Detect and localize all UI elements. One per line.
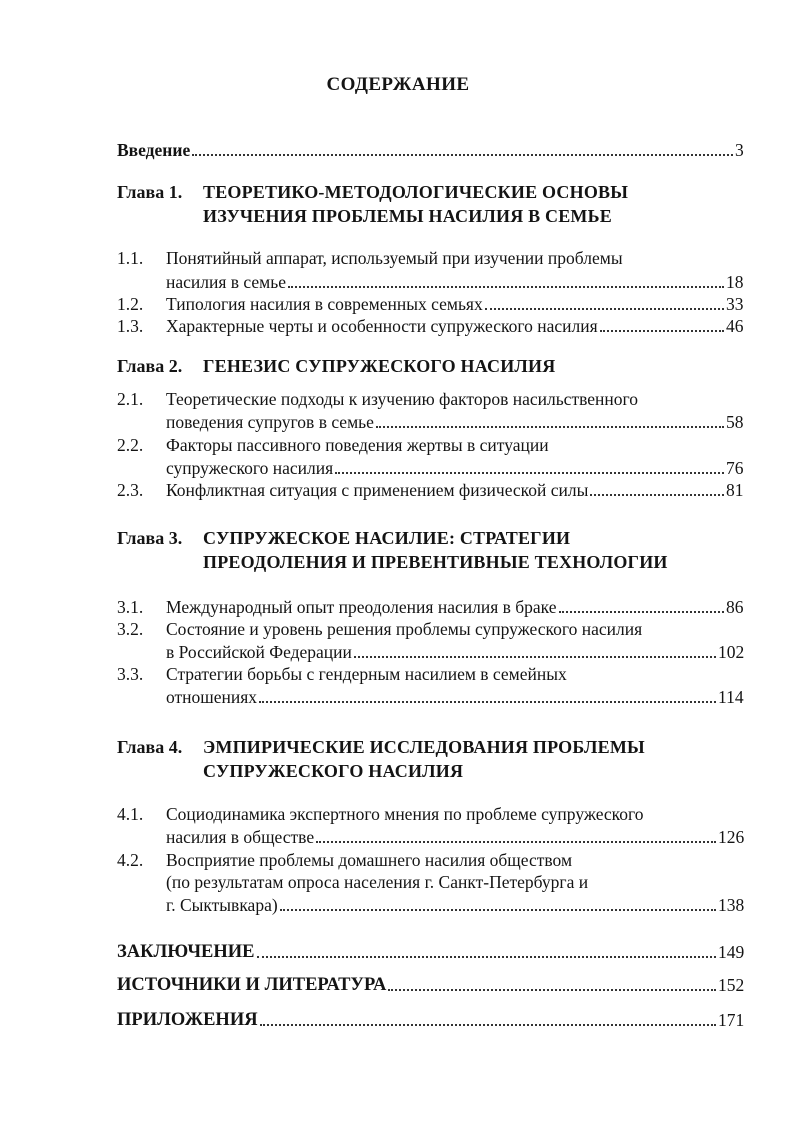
final-entry (0, 1008, 796, 1032)
section-page: 58 (726, 412, 744, 432)
section-number: 2.3. (117, 480, 144, 500)
final-entry (0, 973, 796, 997)
section-number: 1.1. (117, 248, 144, 268)
dot-leader (288, 284, 724, 288)
section-page: 86 (726, 597, 744, 617)
toc-entry (0, 478, 796, 502)
section-number: 4.2. (117, 850, 144, 870)
section-page: 126 (718, 827, 745, 847)
toc-entry (0, 617, 796, 641)
dot-leader (192, 152, 733, 156)
intro-entry (0, 138, 796, 162)
toc-entry (0, 685, 796, 709)
toc-entry (0, 870, 796, 894)
section-title: Восприятие проблемы домашнего насилия обществом (166, 850, 573, 870)
final-page: 152 (718, 975, 745, 995)
section-number: 2.1. (117, 389, 144, 409)
toc-entry (0, 893, 796, 917)
page-title: СОДЕРЖАНИЕ (326, 74, 470, 95)
chapter-heading (0, 354, 796, 378)
chapter-heading (0, 735, 796, 759)
chapter-title: ТЕОРЕТИКО-МЕТОДОЛОГИЧЕСКИЕ ОСНОВЫ (203, 182, 629, 202)
section-title: насилия в семье (166, 272, 286, 292)
section-title: Понятийный аппарат, используемый при изучении проблемы (166, 248, 623, 268)
section-title: Международный опыт преодоления насилия в браке (166, 597, 557, 617)
chapter-title: ЭМПИРИЧЕСКИЕ ИССЛЕДОВАНИЯ ПРОБЛЕМЫ (203, 737, 645, 757)
section-title: отношениях (166, 687, 258, 707)
toc-entry (0, 825, 796, 849)
chapter-title: ИЗУЧЕНИЯ ПРОБЛЕМЫ НАСИЛИЯ В СЕМЬЕ (203, 206, 612, 226)
section-page: 81 (726, 480, 744, 500)
chapter-label: Глава 4. (117, 737, 183, 757)
toc-entry (0, 246, 796, 270)
dot-leader (376, 424, 724, 428)
toc-entry (0, 595, 796, 619)
final-page: 171 (718, 1010, 745, 1030)
toc-entry (0, 662, 796, 686)
section-number: 3.3. (117, 664, 144, 684)
toc-entry (0, 292, 796, 316)
section-title: Факторы пассивного поведения жертвы в ситуации (166, 435, 549, 455)
section-title: Социодинамика экспертного мнения по проблеме супружеского (166, 804, 644, 824)
final-label: ЗАКЛЮЧЕНИЕ (117, 942, 255, 962)
section-title: в Российской Федерации (166, 642, 352, 662)
intro-label: Введение (117, 140, 191, 160)
section-title: Теоретические подходы к изучению факторов насильственного (166, 389, 638, 409)
intro-page: 3 (735, 140, 744, 160)
toc-entry (0, 314, 796, 338)
dot-leader (388, 987, 716, 991)
section-title: Типология насилия в современных семьях (166, 294, 483, 314)
section-page: 18 (726, 272, 744, 292)
section-title: (по результатам опроса населения г. Санкт-Петербурга и (166, 872, 589, 892)
chapter-title: СУПРУЖЕСКОЕ НАСИЛИЕ: СТРАТЕГИИ (203, 528, 571, 548)
chapter-heading-cont (0, 550, 796, 574)
section-page: 76 (726, 458, 744, 478)
section-number: 4.1. (117, 804, 144, 824)
final-label: ПРИЛОЖЕНИЯ (117, 1010, 258, 1030)
chapter-label: Глава 1. (117, 182, 183, 202)
chapter-heading-cont (0, 759, 796, 783)
dot-leader (559, 609, 724, 613)
section-page: 33 (726, 294, 744, 314)
dot-leader (590, 492, 724, 496)
chapter-title: ПРЕОДОЛЕНИЯ И ПРЕВЕНТИВНЫЕ ТЕХНОЛОГИИ (203, 552, 668, 572)
chapter-title: ГЕНЕЗИС СУПРУЖЕСКОГО НАСИЛИЯ (203, 356, 556, 376)
toc-entry (0, 387, 796, 411)
final-label: ИСТОЧНИКИ И ЛИТЕРАТУРА (117, 975, 387, 995)
section-title: Характерные черты и особенности супружеского насилия (166, 316, 598, 336)
chapter-heading (0, 180, 796, 204)
dot-leader (354, 654, 716, 658)
section-number: 3.1. (117, 597, 144, 617)
section-page: 114 (718, 687, 744, 707)
section-title: г. Сыктывкара) (166, 895, 278, 915)
dot-leader (316, 839, 716, 843)
dot-leader (280, 907, 716, 911)
dot-leader (257, 954, 716, 958)
toc-entry (0, 410, 796, 434)
chapter-heading-cont (0, 204, 796, 228)
chapter-label: Глава 3. (117, 528, 183, 548)
final-entry (0, 940, 796, 964)
toc-entry (0, 802, 796, 826)
dot-leader (259, 699, 716, 703)
section-page: 138 (718, 895, 745, 915)
section-page: 102 (718, 642, 745, 662)
toc-entry (0, 848, 796, 872)
toc-entry (0, 270, 796, 294)
final-page: 149 (718, 942, 745, 962)
section-number: 1.3. (117, 316, 144, 336)
section-page: 46 (726, 316, 744, 336)
section-title: Стратегии борьбы с гендерным насилием в семейных (166, 664, 567, 684)
chapter-label: Глава 2. (117, 356, 183, 376)
section-title: Состояние и уровень решения проблемы супружеского насилия (166, 619, 643, 639)
chapter-heading (0, 526, 796, 550)
section-title: поведения супругов в семье (166, 412, 374, 432)
dot-leader (260, 1022, 716, 1026)
dot-leader (600, 328, 724, 332)
section-number: 3.2. (117, 619, 144, 639)
section-title: Конфликтная ситуация с применением физической силы (166, 480, 589, 500)
section-number: 2.2. (117, 435, 144, 455)
section-number: 1.2. (117, 294, 144, 314)
dot-leader (335, 470, 724, 474)
section-title: супружеского насилия (166, 458, 334, 478)
section-title: насилия в обществе (166, 827, 315, 847)
dot-leader (485, 306, 724, 310)
toc-entry (0, 640, 796, 664)
toc-entry (0, 456, 796, 480)
chapter-title: СУПРУЖЕСКОГО НАСИЛИЯ (203, 761, 464, 781)
toc-entry (0, 433, 796, 457)
